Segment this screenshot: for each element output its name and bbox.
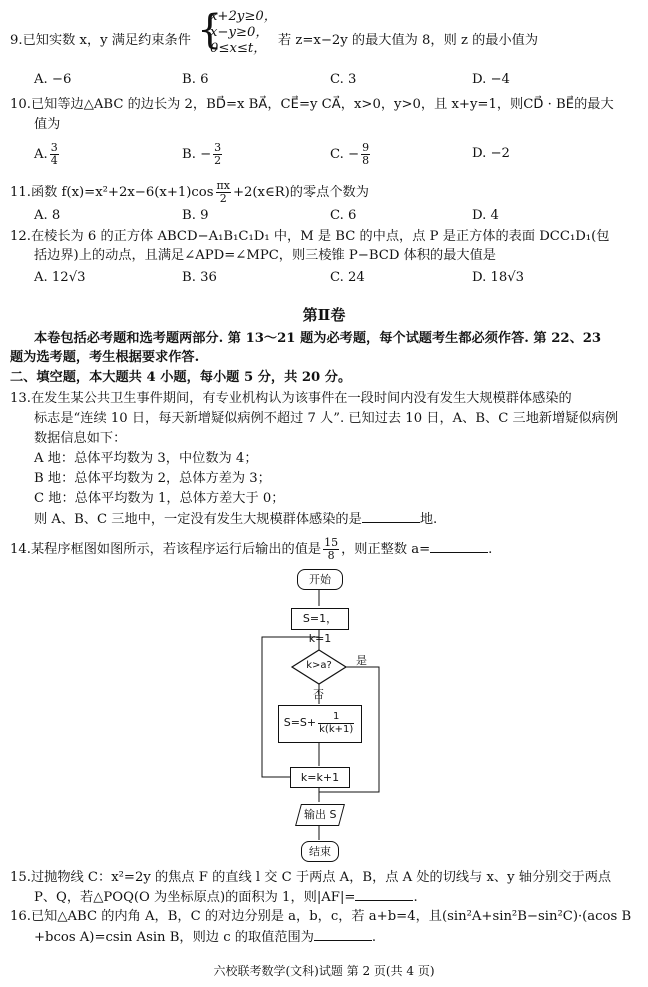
q16-line1: 16.已知△ABC 的内角 A，B，C 的对边分别是 a，b，c，若 a+b=4，且(sin²A+sin²B−sin²C)·(acos B <box>10 909 632 924</box>
q13-site-c: C 地：总体平均数为 1，总体方差大于 0； <box>34 491 285 506</box>
flowchart-init: S=1，k=1 <box>291 608 349 630</box>
frac-numerator: 1 <box>318 711 354 724</box>
frac-denominator: 8 <box>327 549 335 562</box>
q14-end: . <box>488 542 493 557</box>
frac-numerator: 9 <box>362 141 370 154</box>
q11-option-c: C. 6 <box>330 208 357 223</box>
flowchart-calc <box>278 705 362 743</box>
flowchart-start: 开始 <box>297 569 343 590</box>
q12-option-c: C. 24 <box>330 270 365 285</box>
part2-intro-line2: 题为选考题，考生根据要求作答. <box>10 350 200 365</box>
q16-end: . <box>371 930 377 945</box>
frac-numerator: 3 <box>214 141 222 154</box>
q12-line1: 12.在棱长为 6 的正方体 ABCD−A₁B₁C₁D₁ 中，M 是 BC 的中点，点 P 是正方体的表面 DCC₁D₁(包 <box>10 229 610 244</box>
q12-line2: 括边界)上的动点，且满足∠APD=∠MPC，则三棱锥 P−BCD 体积的最大值是 <box>34 248 496 263</box>
q11-option-d: D. 4 <box>472 208 499 223</box>
q13-site-a: A 地：总体平均数为 3，中位数为 4； <box>34 451 258 466</box>
flowchart-output <box>295 804 345 826</box>
flowchart-increment: k=k+1 <box>290 767 350 788</box>
q9-constraint-1: x+2y≥0， <box>210 9 277 24</box>
page-footer: 六校联考数学(文科)试题 第 2 页(共 4 页) <box>213 964 435 978</box>
q10-option-d: D. −2 <box>472 146 510 161</box>
q13-line2: 标志是“连续 10 日，每天新增疑似病例不超过 7 人”. 已知过去 10 日，A、B、C 三地新增疑似病例 <box>34 411 619 426</box>
q16-line2-text: +bcos A)=csin Asin B，则边 c 的取值范围为 <box>34 930 314 945</box>
q9-option-c: C. 3 <box>330 72 357 87</box>
q9-tail: 若 z=x−2y 的最大值为 8，则 z 的最小值为 <box>278 33 539 48</box>
q13-ask-end: 地. <box>419 512 438 527</box>
q11-option-a: A. 8 <box>34 208 61 223</box>
q10-line1: 10.已知等边△ABC 的边长为 2，BD⃗=x BA⃗，CE⃗=y CA⃗，x>0，y>0，且 x+y=1，则CD⃗ · BE⃗的最大 <box>10 97 614 112</box>
q9-constraint-2: x−y≥0， <box>210 25 269 40</box>
q11-option-b: B. 9 <box>182 208 209 223</box>
frac-numerator: πx <box>216 179 230 192</box>
frac-denominator: 8 <box>362 154 370 167</box>
q10-line2: 值为 <box>34 117 61 132</box>
q9-option-a: A. −6 <box>34 72 72 87</box>
flowchart-calc-pre: S=S+ <box>283 716 317 729</box>
flowchart-no-label: 否 <box>313 688 324 701</box>
flowchart-end: 结束 <box>301 841 339 862</box>
frac-numerator: 3 <box>50 141 58 154</box>
q13-ask-text: 则 A、B、C 三地中，一定没有发生大规模群体感染的是 <box>34 512 362 527</box>
q9-option-d: D. −4 <box>472 72 510 87</box>
section-fill-in-heading: 二、填空题，本大题共 4 小题，每小题 5 分，共 20 分。 <box>10 370 352 385</box>
q9-lead: 9.已知实数 x，y 满足约束条件 <box>10 33 191 48</box>
flowchart-calc-fraction <box>318 711 354 736</box>
part2-intro-line1: 本卷包括必考题和选考题两部分. 第 13～21 题为必考题，每个试题考生都必须作答. 第 22、23 <box>34 331 602 346</box>
q12-option-a: A. 12√3 <box>34 270 86 285</box>
q16-answer-blank <box>314 928 372 941</box>
part2-title: 第Ⅱ卷 <box>302 306 346 324</box>
frac-denominator: k(k+1) <box>319 723 354 735</box>
frac-numerator: 15 <box>324 536 339 549</box>
q11-pre: 11.函数 f(x)=x²+2x−6(x+1)cos <box>10 185 214 200</box>
q15-end: . <box>413 890 418 905</box>
flowchart-yes-label: 是 <box>356 654 367 667</box>
q9-option-b: B. 6 <box>182 72 209 87</box>
q10-option-a-label: A. <box>34 147 48 162</box>
flowchart-condition: k>a? <box>306 660 332 671</box>
q14-post: ，则正整数 a= <box>341 542 431 557</box>
q10-option-b-label: B. − <box>182 147 212 162</box>
q12-option-d: D. 18√3 <box>472 270 525 285</box>
q16-line2 <box>34 928 638 947</box>
q15-answer-blank <box>355 888 413 901</box>
q15-line2-text: P、Q，若△POQ(O 为坐标原点)的面积为 1，则|AF|= <box>34 890 356 905</box>
q11-post: +2(x∈R)的零点个数为 <box>232 185 369 200</box>
q15-line2 <box>34 888 638 907</box>
q13-line1: 13.在发生某公共卫生事件期间，有专业机构认为该事件在一段时间内没有发生大规模群体感染的 <box>10 391 572 406</box>
frac-denominator: 2 <box>219 192 227 205</box>
q12-option-b: B. 36 <box>182 270 217 285</box>
flowchart-output-label: 输出 S <box>303 808 337 821</box>
q13-line3: 数据信息如下： <box>34 431 127 446</box>
frac-denominator: 4 <box>50 154 58 167</box>
frac-denominator: 2 <box>214 154 222 167</box>
q14-pre: 14.某程序框图如图所示，若该程序运行后输出的值是 <box>10 542 322 557</box>
q9-constraint-3: 0≤x≤t， <box>210 41 267 56</box>
q13-site-b: B 地：总体平均数为 2，总体方差为 3； <box>34 471 271 486</box>
q15-line1: 15.过抛物线 C：x²=2y 的焦点 F 的直线 l 交 C 于两点 A，B，点 A 处的切线与 x、y 轴分别交于两点 <box>10 870 612 885</box>
q10-option-c-label: C. − <box>330 147 360 162</box>
q9-brace: { <box>197 7 223 53</box>
